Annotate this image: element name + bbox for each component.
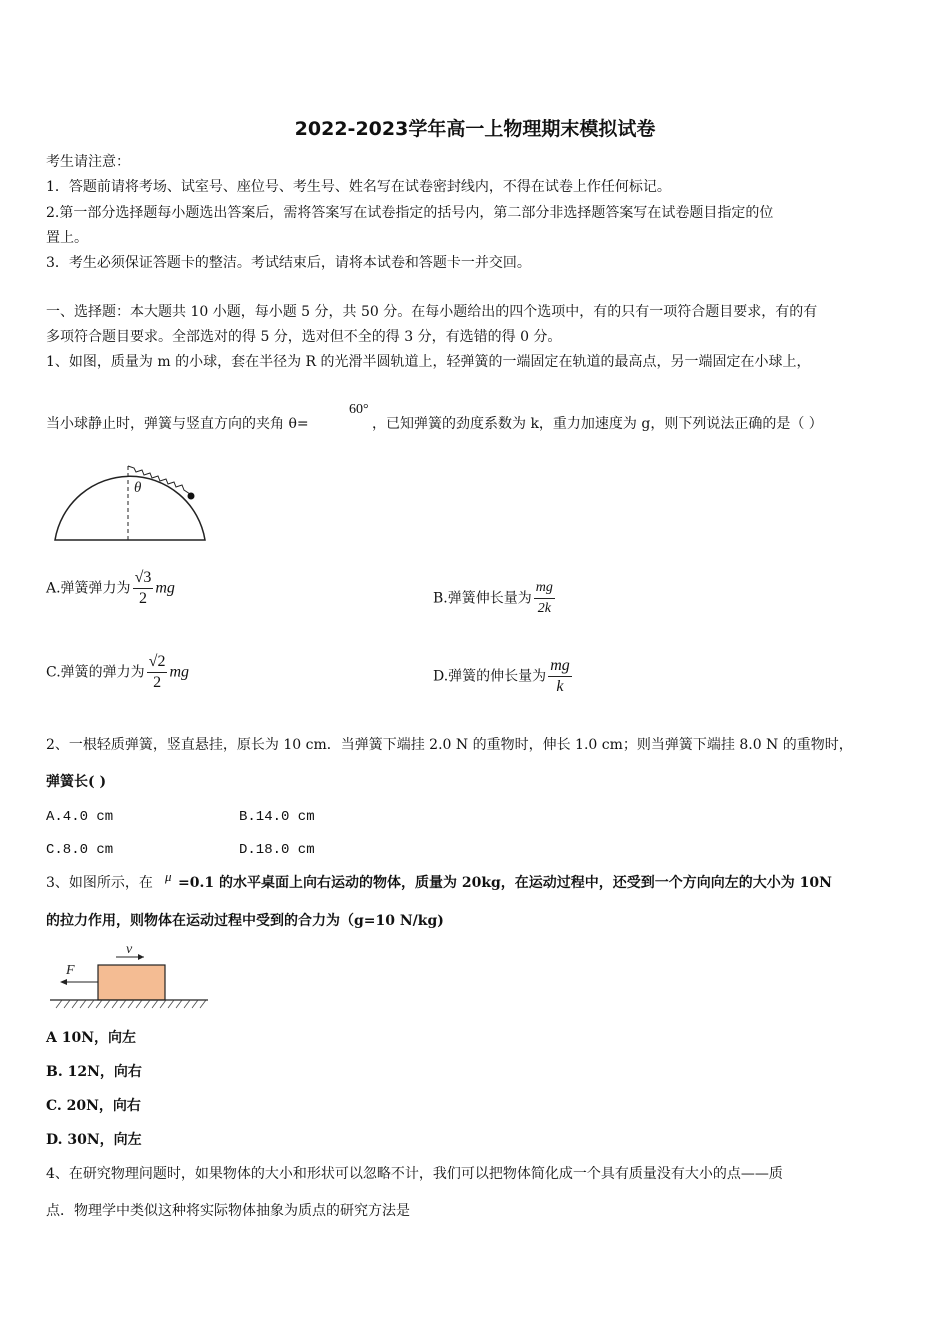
q3-option-b[interactable]: B. 12N，向右 <box>46 1064 142 1080</box>
q1-stem: 1、如图，质量为 m 的小球，套在半径为 R 的光滑半圆轨道上，轻弹簧的一端固定在轨道的最高点，另一端固定在小球上， <box>46 354 811 370</box>
force-label: F <box>66 963 75 978</box>
q1-stem-a: 当小球静止时，弹簧与竖直方向的夹角 θ= <box>46 416 309 432</box>
q2-stem: 2、一根轻质弹簧，竖直悬挂，原长为 10 cm．当弹簧下端挂 2.0 N 的重物时，伸长 1.0 cm；则当弹簧下端挂 8.0 N 的重物时， <box>46 737 853 753</box>
notice-item: 2.第一部分选择题每小题选出答案后，需将答案写在试卷指定的括号内，第二部分非选择题答案写在试卷题目指定的位 <box>46 205 774 221</box>
q3-option-d[interactable]: D. 30N，向左 <box>46 1132 142 1148</box>
theta-label: θ <box>134 480 142 496</box>
notice-item: 3．考生必须保证答题卡的整洁。考试结束后，请将本试卷和答题卡一并交回。 <box>46 255 531 271</box>
q3-figure <box>50 938 210 1012</box>
q1-option-b[interactable]: B.弹簧伸长量为 $\frac{mg}{2k}$ <box>433 580 553 616</box>
ground-hatch <box>56 1000 206 1008</box>
q3-stem-cont: 的拉力作用，则物体在运动过程中受到的合力为（g=10 N/kg) <box>46 913 444 929</box>
section-heading-cont: 多项符合题目要求。全部选对的得 5 分，选对但不全的得 3 分，有选错的得 0 分。 <box>46 329 562 345</box>
q2-option-d[interactable]: D.18.0 cm <box>239 842 315 858</box>
velocity-label: v <box>126 942 133 957</box>
ball-icon <box>188 493 195 500</box>
q4-stem-cont: 点．物理学中类似这种将实际物体抽象为质点的研究方法是 <box>46 1203 410 1219</box>
q3-stem-a: 3、如图所示，在 <box>46 875 153 891</box>
block <box>98 965 165 1000</box>
section-heading: 一、选择题：本大题共 10 小题，每小题 5 分，共 50 分。在每小题给出的四个选项中，有的只有一项符合题目要求，有的有 <box>46 304 818 320</box>
q1-stem-b: ，已知弹簧的劲度系数为 k，重力加速度为 g，则下列说法正确的是（ ） <box>372 416 823 432</box>
q3-stem-b: =0.1 的水平桌面上向右运动的物体，质量为 20kg，在运动过程中，还受到一个方向向左的大小为 10N <box>178 875 832 891</box>
q2-option-a[interactable]: A.4.0 cm <box>46 809 114 825</box>
notice-heading: 考生请注意： <box>46 154 130 170</box>
q2-option-b[interactable]: B.14.0 cm <box>239 809 315 825</box>
page-title: 2022-2023学年高一上物理期末模拟试卷 <box>294 118 656 140</box>
notice-item: 置上。 <box>46 230 88 246</box>
notice-item: 1．答题前请将考场、试室号、座位号、考生号、姓名写在试卷密封线内，不得在试卷上作任何标记。 <box>46 179 671 195</box>
q3-option-c[interactable]: C. 20N，向右 <box>46 1098 141 1114</box>
q1-option-a[interactable]: A.弹簧弹力为 $\frac{√3}{2}$ mg <box>46 569 175 607</box>
q1-figure <box>50 458 210 546</box>
q1-angle: 60° <box>349 402 369 417</box>
q2-option-c[interactable]: C.8.0 cm <box>46 842 114 858</box>
q3-option-a[interactable]: A 10N，向左 <box>46 1030 137 1046</box>
q1-option-c[interactable]: C.弹簧的弹力为 $\frac{√2}{2}$ mg <box>46 653 190 691</box>
q1-option-d[interactable]: D.弹簧的伸长量为 $\frac{mg}{k}$ <box>433 657 570 695</box>
q2-stem-cont: 弹簧长( ) <box>46 774 107 790</box>
q4-stem: 4、在研究物理问题时，如果物体的大小和形状可以忽略不计，我们可以把物体简化成一个具有质量没有大小的点——质 <box>46 1166 783 1182</box>
mu-symbol: μ <box>165 869 172 884</box>
